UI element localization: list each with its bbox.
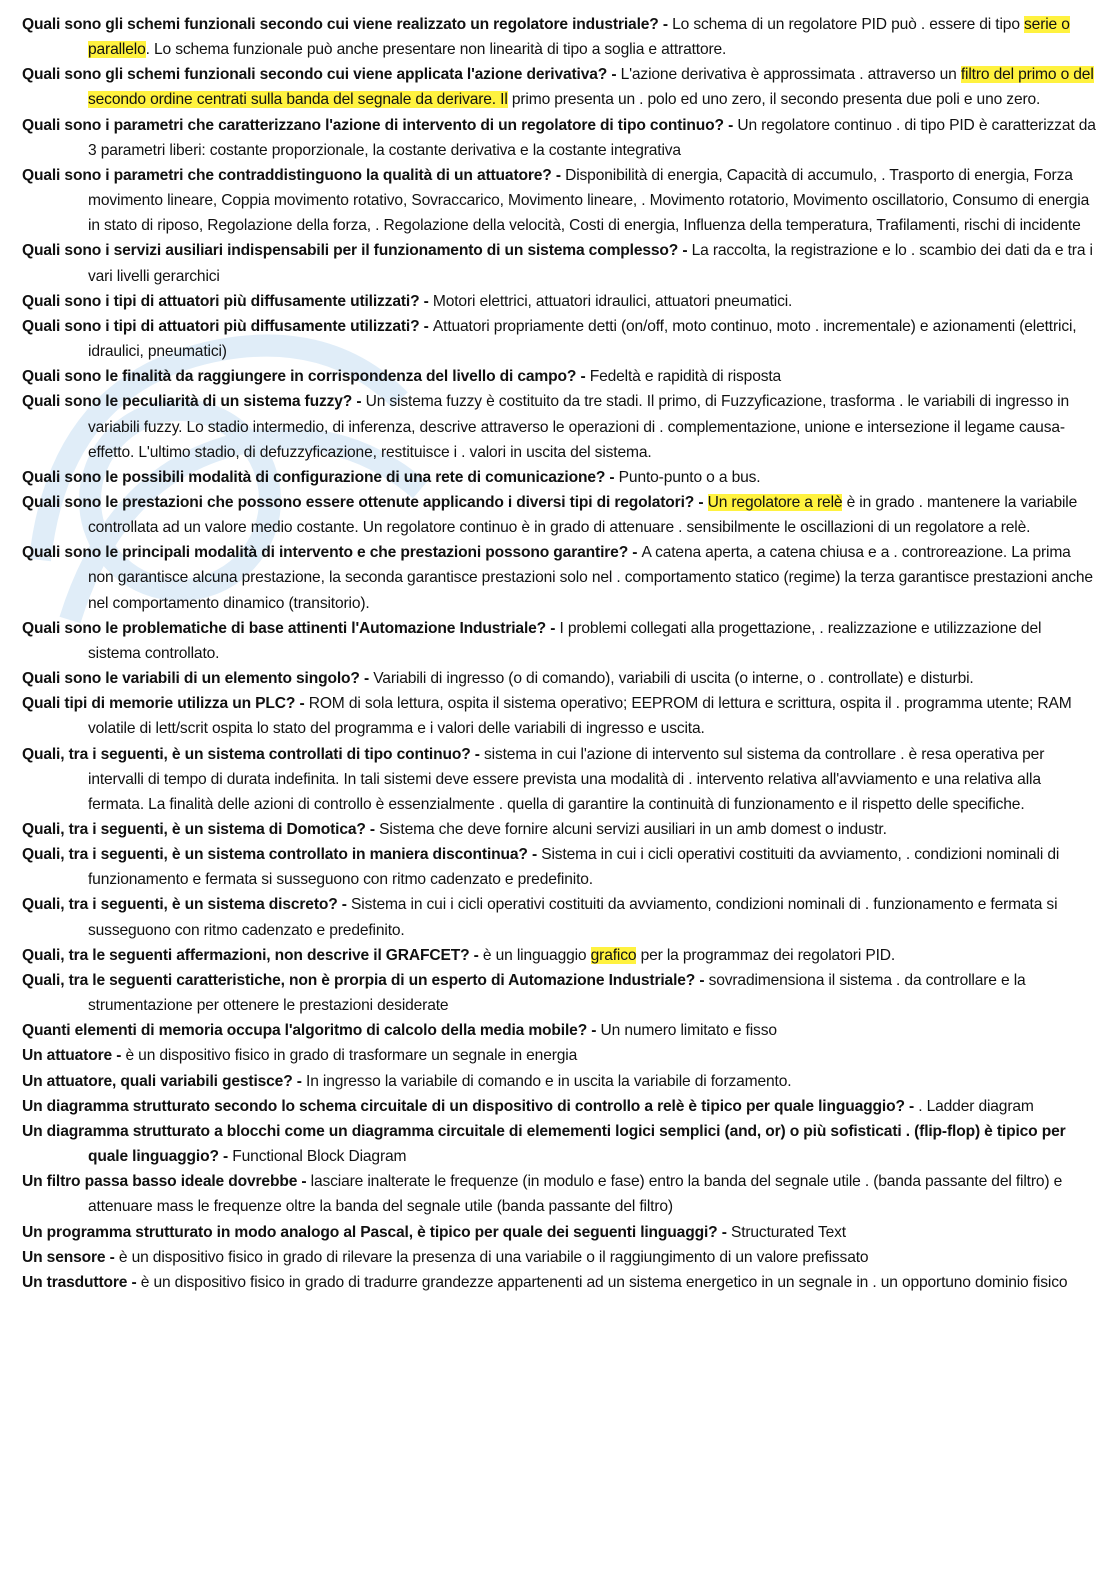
answer-text: L'azione derivativa è approssimata . attraverso un (620, 66, 961, 84)
answer-text: Variabili di ingresso (o di comando), variabili di uscita (o interne, o . controllate) e disturbi. (373, 670, 974, 688)
answer-text: primo presenta un . polo ed uno zero, il secondo presenta due poli e uno zero. (507, 91, 1041, 109)
separator: - (695, 971, 709, 989)
separator: - (292, 1072, 307, 1090)
answer-text: per la programmaz dei regolatori PID. (636, 946, 896, 964)
qa-entry (22, 62, 1096, 112)
separator: - (527, 846, 542, 864)
question: Un diagramma strutturato secondo lo schema circuitale di un dispositivo di controllo a relè è tipico per quale linguaggio? (22, 1097, 905, 1115)
qa-entry (22, 364, 1096, 389)
question: Quali sono i servizi ausiliari indispensabili per il funzionamento di un sistema complesso? (22, 242, 679, 260)
question: Un sensore (22, 1248, 106, 1266)
question: Quali sono le principali modalità di intervento e che prestazioni possono garantire? (22, 544, 629, 562)
answer-text: è un dispositivo fisico in grado di rilevare la presenza di una variabile o il raggiungimento di un valore prefissato (118, 1248, 869, 1266)
separator: - (551, 166, 566, 184)
highlighted-answer-text: serie o parallelo (88, 16, 1070, 59)
question: Un diagramma strutturato a blocchi come un diagramma circuitale di elemementi logici semplici (and, or) o più sofisticati . (flip-flop) è tipico per quale linguaggio? (22, 1122, 1066, 1166)
qa-entry (22, 691, 1096, 741)
question: Quali, tra le seguenti caratteristiche, non è prorpia di un esperto di Automazione Industriale? (22, 971, 696, 989)
qa-entry (22, 1119, 1096, 1169)
question: Quali sono i parametri che contraddistinguono la qualità di un attuatore? (22, 166, 552, 184)
separator: - (352, 393, 366, 411)
answer-text: In ingresso la variabile di comando e in uscita la variabile di forzamento. (306, 1072, 792, 1090)
answer-text: A catena aperta, a catena chiusa e a . controreazione. La prima non garantisce alcuna prestazione, la seconda garantisce prestazioni solo nel . comportamento statico (regime) la terza garantisce prestazioni anche nel comportamento dinamico (transitorio). (88, 544, 1093, 612)
separator: - (723, 116, 738, 134)
separator: - (218, 1148, 233, 1166)
answer-text: . Ladder diagram (918, 1097, 1034, 1115)
answer-text: sovradimensiona il sistema . da controllare e la strumentazione per ottenere le prestazioni desiderate (88, 971, 1026, 1015)
question: Quali sono i tipi di attuatori più diffusamente utilizzati? (22, 317, 420, 335)
qa-entry (22, 1270, 1096, 1295)
qa-entry (22, 1069, 1096, 1094)
highlighted-answer-text: grafico (590, 946, 637, 964)
separator: - (717, 1223, 731, 1241)
separator: - (112, 1047, 126, 1065)
qa-entry (22, 1169, 1096, 1219)
separator: - (587, 1022, 601, 1040)
separator: - (365, 821, 380, 838)
separator: - (605, 468, 619, 486)
question: Quali sono le possibili modalità di configurazione di una rete di comunicazione? (22, 468, 606, 486)
separator: - (470, 745, 484, 763)
question: Quali, tra le seguenti affermazioni, non descrive il GRAFCET? (22, 946, 470, 964)
qa-entry (22, 12, 1096, 62)
separator: - (297, 1173, 311, 1191)
qa-entry (22, 616, 1096, 666)
question: Quali sono i tipi di attuatori più diffusamente utilizzati? (22, 292, 420, 310)
answer-text: è un linguaggio (482, 946, 591, 964)
qa-entry (22, 943, 1096, 968)
qa-entry (22, 666, 1096, 691)
separator: - (628, 544, 642, 562)
qa-entry (22, 1220, 1096, 1245)
qa-entry (22, 314, 1096, 364)
answer-text: Fedeltà e rapidità di risposta (589, 368, 782, 386)
separator: - (105, 1248, 119, 1266)
answer-text: Un numero limitato e fisso (600, 1022, 777, 1040)
separator: - (337, 896, 352, 914)
separator: - (419, 317, 433, 335)
question: Quali sono gli schemi funzionali secondo cui viene applicata l'azione derivativa? (22, 66, 608, 84)
question: Quali, tra i seguenti, è un sistema controllato in maniera discontinua? (22, 846, 528, 864)
answer-text: sistema in cui l'azione di intervento sul sistema da controllare . è resa operativa per intervalli di tempo di durata indefinita. In tali sistemi deve essere prevista una modalità di . intervento relativa all'avviamento e una relativa alla fermata. La finalità delle azioni di controllo è essenzialmente . quella di garantire la continuità di funzionamento e il rispetto delle specifiche. (88, 745, 1045, 813)
question: Un attuatore, quali variabili gestisce? (22, 1072, 293, 1090)
answer-text: Un regolatore continuo . di tipo PID è caratterizzat da 3 parametri liberi: costante proporzionale, la costante derivativa e la costante integrativa (88, 116, 1096, 159)
question: Quali sono i parametri che caratterizzano l'azione di intervento di un regolatore di tipo continuo? (22, 116, 724, 134)
highlighted-answer-text: filtro del primo o del secondo ordine centrati sulla banda del segnale da derivare. Il (88, 66, 1094, 109)
separator: - (658, 16, 673, 33)
answer-text: Functional Block Diagram (232, 1148, 407, 1166)
answer-text: Punto-punto o a bus. (618, 468, 761, 486)
question: Quali, tra i seguenti, è un sistema di Domotica? (22, 821, 366, 838)
separator: - (419, 292, 433, 310)
answer-text: Sistema in cui i cicli operativi costituiti da avviamento, . condizioni nominali di funzionamento e fermata si susseguono con ritmo cadenzato e predefinito. (88, 846, 1060, 889)
answer-text: Structurated Text (730, 1223, 846, 1241)
qa-entry (22, 1245, 1096, 1270)
answer-text: è un dispositivo fisico in grado di tradurre grandezze appartenenti ad un sistema energetico in un segnale in . un opportuno dominio fisico (140, 1273, 1068, 1291)
highlighted-answer-text: Un regolatore a relè (707, 493, 843, 511)
answer-text: Sistema in cui i cicli operativi costituiti da avviamento, condizioni nominali di . funzionamento e fermata si susseguono con ritmo cadenzato e predefinito. (88, 896, 1058, 939)
answer-text: è in grado . mantenere la variabile controllata ad un valore medio costante. Un regolatore continuo è in grado di attenuare . sensibilmente le oscillazioni di un regolatore a relè. (88, 493, 1078, 537)
question: Quali sono le problematiche di base attinenti l'Automazione Industriale? (22, 619, 547, 637)
question: Quali tipi di memorie utilizza un PLC? (22, 695, 296, 713)
answer-text: Disponibilità di energia, Capacità di accumulo, . Trasporto di energia, Forza movimento lineare, Coppia movimento rotativo, Sovraccarico, Movimento lineare, . Movimento rotatorio, Movimento oscillatorio, Consumo di energia in stato di riposo, Regolazione della forza, . Regolazione della velocità, Costi di energia, Influenza della temperatura, Trafilamenti, rischi di incidente (88, 166, 1090, 235)
qa-entry (22, 490, 1096, 540)
answer-text: lasciare inalterate le frequenze (in modulo e fase) entro la banda del segnale utile . (banda passante del filtro) e attenuare mass le frequenze oltre la banda del segnale utile (banda passante del filtro) (88, 1173, 1063, 1216)
qa-entry (22, 163, 1096, 238)
qa-entry (22, 842, 1096, 892)
question: Quali sono le peculiarità di un sistema fuzzy? (22, 393, 353, 411)
separator: - (607, 66, 621, 84)
answer-text: I problemi collegati alla progettazione, . realizzazione e utilizzazione del sistema controllato. (88, 619, 1042, 662)
separator: - (295, 695, 309, 713)
question: Quali sono gli schemi funzionali secondo cui viene realizzato un regolatore industriale? (22, 16, 659, 33)
qa-entry (22, 113, 1096, 163)
separator: - (694, 493, 708, 511)
separator: - (576, 368, 590, 386)
qa-entry (22, 1018, 1096, 1043)
qa-entry (22, 540, 1096, 615)
question: Quali, tra i seguenti, è un sistema discreto? (22, 896, 338, 914)
answer-text: Motori elettrici, attuatori idraulici, attuatori pneumatici. (432, 292, 793, 310)
answer-text: Attuatori propriamente detti (on/off, moto continuo, moto . incrementale) e azionamenti (elettrici, idraulici, pneumatici) (88, 317, 1077, 361)
qa-entry (22, 238, 1096, 288)
qa-entry (22, 968, 1096, 1018)
answer-text: Un sistema fuzzy è costituito da tre stadi. Il primo, di Fuzzyficazione, trasforma . le variabili di ingresso in variabili fuzzy. Lo stadio intermedio, di inferenza, descrive attraverso le operazioni di . complementazione, unione e intersezione il legame causa-effetto. L'ultimo stadio, di defuzzyficazione, restituisce i . valori in uscita del sistema. (88, 393, 1069, 461)
separator: - (127, 1273, 141, 1291)
separator: - (469, 946, 483, 964)
qa-entry (22, 1043, 1096, 1068)
separator: - (546, 619, 560, 637)
question: Quali, tra i seguenti, è un sistema controllati di tipo continuo? (22, 745, 471, 763)
qa-entry (22, 389, 1096, 464)
separator: - (904, 1097, 919, 1115)
answer-text: ROM di sola lettura, ospita il sistema operativo; EEPROM di lettura e scrittura, ospita il . programma utente; RAM volatile di lett/scrit ospita lo stato del programma e i valori delle variabili di ingresso e uscita. (88, 695, 1072, 738)
separator: - (678, 242, 692, 260)
question: Un filtro passa basso ideale dovrebbe (22, 1173, 298, 1191)
answer-text: Lo schema di un regolatore PID può . essere di tipo (672, 16, 1025, 33)
question: Un trasduttore (22, 1273, 128, 1291)
question: Quanti elementi di memoria occupa l'algoritmo di calcolo della media mobile? (22, 1022, 588, 1040)
qa-entry (22, 742, 1096, 817)
qa-entry (22, 1094, 1096, 1119)
answer-text: . Lo schema funzionale può anche presentare non linearità di tipo a soglia e attrattore. (145, 41, 727, 59)
question: Quali sono le finalità da raggiungere in corrispondenza del livello di campo? (22, 368, 577, 386)
question: Quali sono le prestazioni che possono essere ottenute applicando i diversi tipi di regolatori? (22, 493, 695, 511)
question: Un programma strutturato in modo analogo al Pascal, è tipico per quale dei seguenti linguaggi? (22, 1223, 718, 1241)
qa-entry (22, 465, 1096, 490)
qa-entry (22, 892, 1096, 942)
answer-text: è un dispositivo fisico in grado di trasformare un segnale in energia (125, 1047, 578, 1065)
separator: - (359, 670, 374, 688)
answer-text: La raccolta, la registrazione e lo . scambio dei dati da e tra i vari livelli gerarchici (88, 242, 1093, 285)
qa-entry (22, 817, 1096, 842)
question: Quali sono le variabili di un elemento singolo? (22, 670, 360, 688)
question: Un attuatore (22, 1047, 113, 1065)
qa-entry (22, 289, 1096, 314)
answer-text: Sistema che deve fornire alcuni servizi ausiliari in un amb domest o industr. (379, 821, 887, 838)
